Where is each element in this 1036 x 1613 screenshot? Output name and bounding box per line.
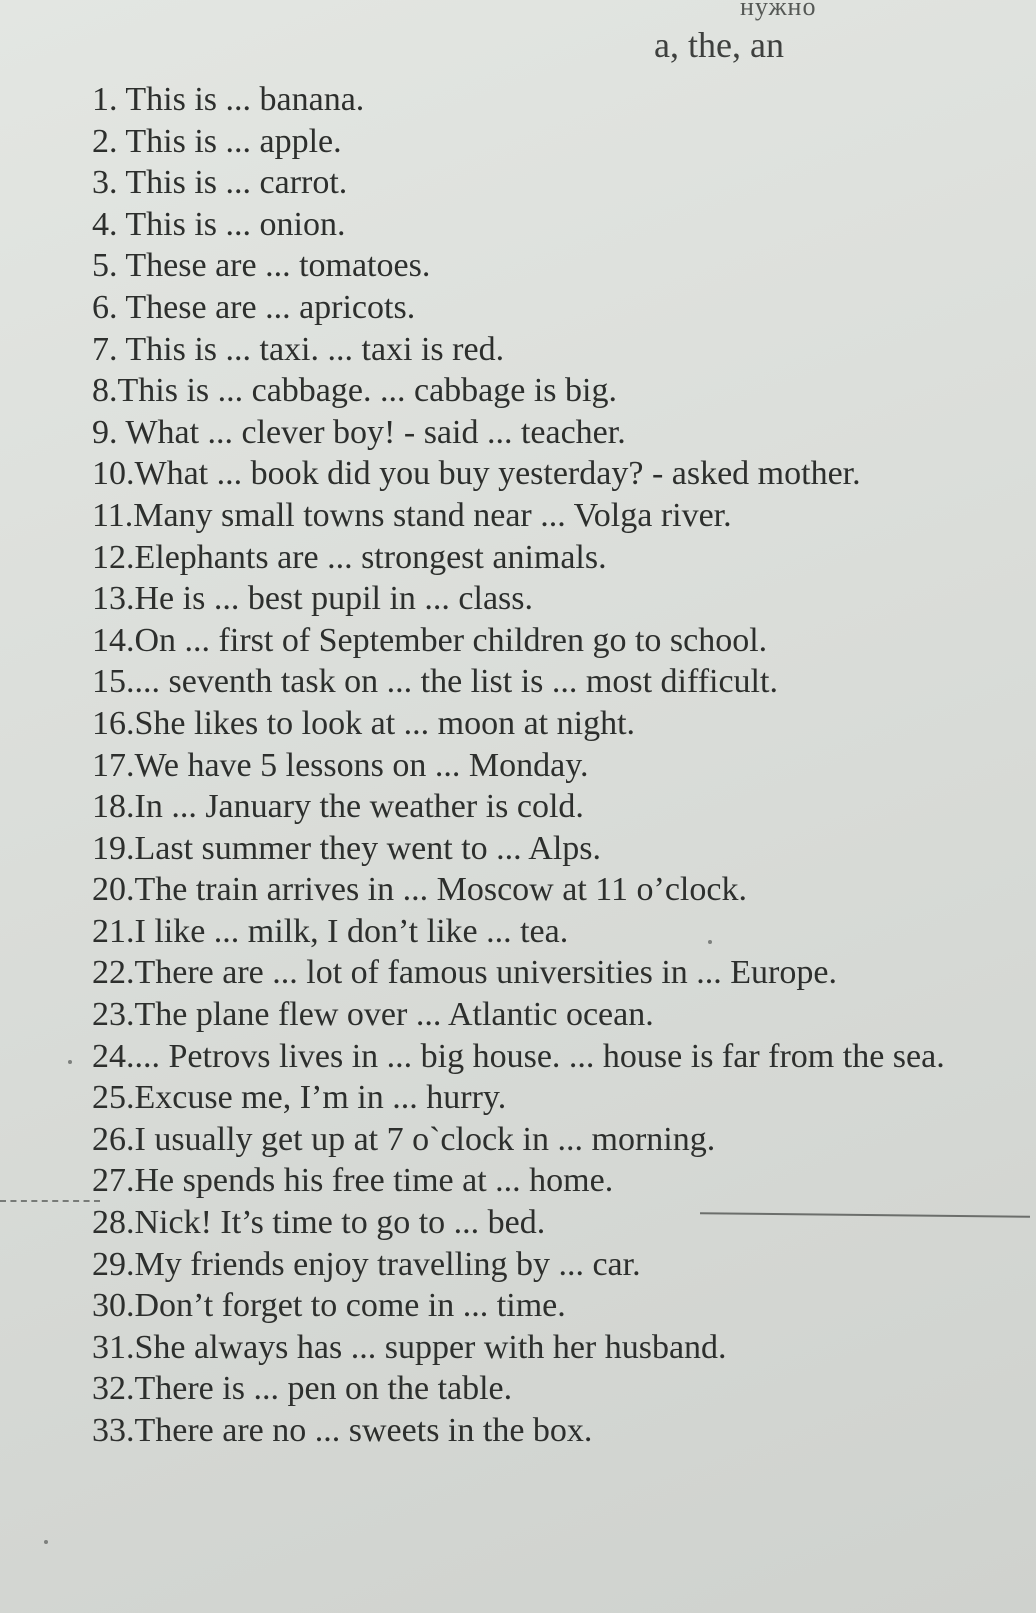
exercise-item: 15.... seventh task on ... the list is ... most difficult. [92,663,778,701]
exercise-item: 2. This is ... apple. [92,122,342,160]
exercise-item: 21.I like ... milk, I don’t like ... tea. [92,912,569,950]
exercise-item: 31.She always has ... supper with her husband. [92,1328,727,1366]
exercise-item: 23.The plane flew over ... Atlantic ocean. [92,996,654,1034]
header-partial-text: нужно [740,0,817,21]
exercise-item: 12.Elephants are ... strongest animals. [92,538,607,576]
exercise-item: 16.She likes to look at ... moon at night. [92,704,636,742]
exercise-item: 6. These are ... apricots. [92,288,416,326]
exercise-item: 22.There are ... lot of famous universities in ... Europe. [92,954,837,992]
exercise-item: 8.This is ... cabbage. ... cabbage is big. [92,372,617,410]
paper-speck [708,940,712,944]
exercise-item: 1. This is ... banana. [92,81,365,118]
articles-header: a, the, an [654,25,784,65]
exercise-item: 19.Last summer they went to ... Alps. [92,829,602,867]
exercise-item: 10.What ... book did you buy yesterday? - asked mother. [92,455,861,493]
exercise-item: 26.I usually get up at 7 o`clock in ... morning. [92,1120,716,1158]
exercise-item: 29.My friends enjoy travelling by ... car. [92,1245,641,1283]
exercise-item: 20.The train arrives in ... Moscow at 11 o’clock. [92,871,747,909]
exercise-item: 30.Don’t forget to come in ... time. [92,1287,566,1325]
exercise-item: 4. This is ... onion. [92,205,346,243]
exercise-item: 5. These are ... tomatoes. [92,247,431,285]
exercise-item: 14.On ... first of September children go to school. [92,621,768,659]
exercise-item: 11.Many small towns stand near ... Volga river. [92,496,732,534]
exercise-item: 17.We have 5 lessons on ... Monday. [92,746,589,784]
exercise-item: 7. This is ... taxi. ... taxi is red. [92,330,505,368]
exercise-item: 24.... Petrovs lives in ... big house. ... house is far from the sea. [92,1037,945,1075]
exercise-item: 18.In ... January the weather is cold. [92,788,584,826]
exercise-item: 27.He spends his free time at ... home. [92,1162,614,1200]
paper-speck [44,1540,48,1544]
exercise-item: 13.He is ... best pupil in ... class. [92,580,534,618]
exercise-item: 32.There is ... pen on the table. [92,1370,513,1408]
exercise-item: 9. What ... clever boy! - said ... teacher. [92,413,626,451]
paper-speck [68,1060,72,1064]
exercise-item: 28.Nick! It’s time to go to ... bed. [92,1204,546,1242]
exercise-item: 33.There are no ... sweets in the box. [92,1412,593,1449]
exercise-item: 25.Excuse me, I’m in ... hurry. [92,1079,507,1117]
dashed-fold-line [0,1200,100,1202]
exercise-list [92,80,1022,1453]
exercise-item: 3. This is ... carrot. [92,164,348,202]
